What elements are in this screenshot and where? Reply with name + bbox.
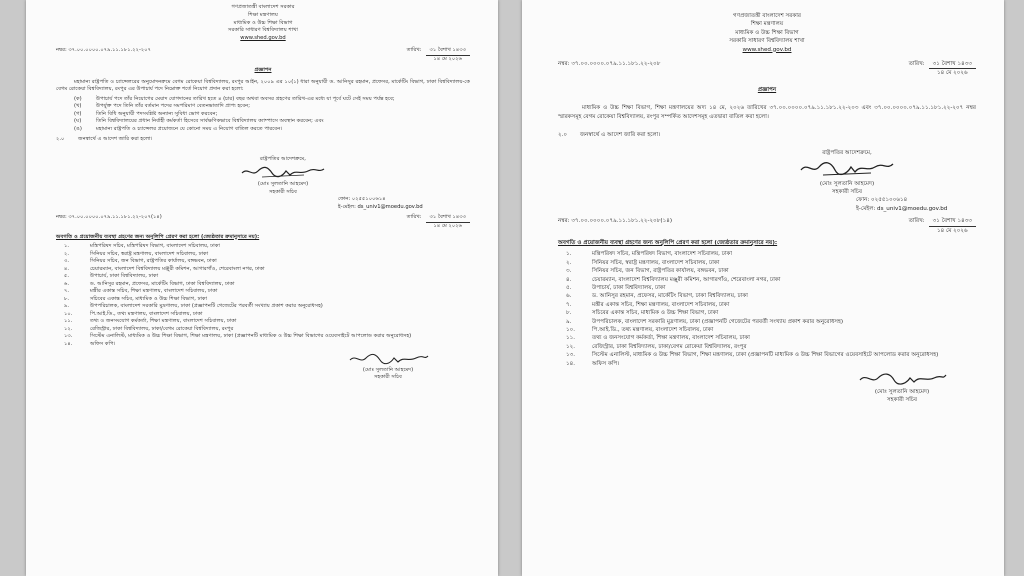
date-bangla: ৩১ বৈশাখ ১৪৩৩ [426,214,470,223]
date-bangla: ৩১ বৈশাখ ১৪৩৩ [426,47,470,56]
signer-title: সহকারী সচিব [269,188,297,195]
copy-memo-reference [56,214,470,230]
signer-title: সহকারী সচিব [374,374,402,381]
copy-item [64,341,470,349]
copy-signature-block [558,370,976,405]
by-order-text: রাষ্ট্রপতির আদেশক্রমে, [822,150,872,157]
copy-list [566,250,976,367]
copy-item-text: সিস্টেম এনালিস্ট, মাধ্যমিক ও উচ্চ শিক্ষা বিভাগ, শিক্ষা মন্ত্রণালয়, ঢাকা (প্রজ্ঞাপনটি মাধ্যমিক ও উচ্চ শিক্ষা বিভাগের ওয়েবসাইটে আপলোড করার অনুরোধসহ) [592,352,939,359]
notification-page-left [26,0,498,576]
copy-item [566,250,976,258]
date-block [407,47,470,63]
website-link[interactable]: www.shed.gov.bd [742,46,792,53]
copy-item-number: ১৩. [64,333,73,340]
copy-item-number: ৮. [566,310,572,317]
email-address[interactable]: ই-মেইল: ds_univ1@moedu.gov.bd [856,205,948,212]
copy-item-number: ১৪. [566,360,576,367]
copy-item [566,360,976,368]
header-line: সরকারি সাধারণ বিশ্ববিদ্যালয় শাখা [729,38,805,45]
notification-body: মাধ্যমিক ও উচ্চ শিক্ষা বিভাগ, শিক্ষা মন্ত্রণালয়ের অদ্য ১৪ মে, ২০২৬ তারিখের ৩৭.০০.০০০০.০৭৯.১১.১৮১.২২-২০৩ এবং ৩৭.০০.০০০০.০৭৯.১১.১৮১.২২-২০৭ নম্বর স্মারকসমূহ বেগম রোকেয়া বিশ্ববিদ্যালয়, রংপুর সম্পর্কিত আদেশসমূহ এতদ্বারা বাতিল করা হলো। [558,105,976,120]
copy-item [566,259,976,267]
condition-key: (খ) [74,103,82,110]
header-line: শিক্ষা মন্ত্রণালয় [750,21,784,28]
letterhead [558,12,976,54]
copy-item-text: চেয়ারম্যান, বাংলাদেশ বিশ্ববিদ্যালয় মঞ্জুরী কমিশন, আগারগাঁও, শেরেবাংলা নগর, ঢাকা [592,276,781,283]
copy-item-text: রেজিস্ট্রার, ঢাকা বিশ্ববিদ্যালয়, ঢাকা/বেগম রোকেয়া বিশ্ববিদ্যালয়, রংপুর [90,325,234,332]
condition-text: মহামান্য রাষ্ট্রপতি ও চ্যান্সেলর প্রয়োজনে যে কোনো সময় এ নিয়োগ বাতিল করতে পারবেন। [96,125,283,132]
copy-item [64,333,470,341]
contact-info [558,196,976,213]
signature-icon [346,351,430,367]
copy-item [64,318,470,326]
copy-item-text: পি.আই.ডি., তথ্য মন্ত্রণালয়, বাংলাদেশ সচিবালয়, ঢাকা [90,310,203,317]
copy-item [566,318,976,326]
copy-item-text: মন্ত্রীর একান্ত সচিব, শিক্ষা মন্ত্রণালয়, বাংলাদেশ সচিবালয়, ঢাকা [592,301,730,308]
copy-item-number: ১১. [566,335,576,342]
copy-item-text: রেজিস্ট্রার, ঢাকা বিশ্ববিদ্যালয়, ঢাকা/বেগম রোকেয়া বিশ্ববিদ্যালয়, রংপুর [592,343,747,350]
memo-reference [56,47,470,63]
conditions-list [74,96,470,134]
copy-item-number: ৭. [64,288,70,295]
notification-page-right [522,0,1004,576]
notification-body: মহামান্য রাষ্ট্রপতি ও চ্যান্সেলরের অনুমোদনক্রমে বেগম রোকেয়া বিশ্ববিদ্যালয়, রংপুর আইন, ২০০৯ এর ১০(১) ধারা অনুযায়ী ড. আনিসুর রহমান, প্রফেসর, মার্কেটিং বিভাগ, ঢাকা বিশ্ববিদ্যালয়-কে বেগম রোকেয়া বিশ্ববিদ্যালয়, রংপুর এর উপাচার্য পদে নিম্নোক্ত শর্তে নিয়োগ প্রদান করা হলো: [56,78,470,93]
email-address[interactable]: ই-মেইল: ds_univ1@moedu.gov.bd [338,203,423,210]
signer-name: (মোঃ সুলতানি আহমেদ) [819,180,875,187]
copy-item-text: সিনিয়র সচিব, স্বরাষ্ট্র মন্ত্রণালয়, বাংলাদেশ সচিবালয়, ঢাকা [90,250,209,257]
header-line: গণপ্রজাতন্ত্রী বাংলাদেশ সরকার [733,13,801,19]
copy-item-text: ড. আনিসুর রহমান, প্রফেসর, মার্কেটিং বিভাগ, ঢাকা বিশ্ববিদ্যালয়, ঢাকা [592,293,748,300]
copy-item-number: ৩. [566,268,572,275]
date-label: তারিখ: [406,46,422,53]
signer-title: সহকারী সচিব [831,189,863,196]
notification-title: প্রজ্ঞাপন [757,86,777,93]
condition-key: (গ) [74,110,82,117]
copy-item-text: মন্ত্রিপরিষদ সচিব, মন্ত্রিপরিষদ বিভাগ, বাংলাদেশ সচিবালয়, ঢাকা [90,243,220,250]
copy-item-number: ৩. [64,258,70,265]
condition-text: উপাচার্য পদে তাঁর নিয়োগের মেয়াদ যোগদানের তারিখ হতে ৪ (চার) বছর অথবা অবসর গ্রহণের তারিখ-এর মধ্যে যা পূর্বে ঘটে সেই সময় পর্যন্ত হবে; [96,95,395,102]
header-line: মাধ্যমিক ও উচ্চ শিক্ষা বিভাগ [233,19,293,26]
copy-item [566,301,976,309]
copy-item-number: ১২. [566,343,576,350]
copy-signature-block [56,351,470,382]
condition-item [74,103,470,111]
copy-item-number: ৫. [64,273,70,280]
copy-item-text: সিস্টেম এনালিস্ট, মাধ্যমিক ও উচ্চ শিক্ষা বিভাগ, শিক্ষা মন্ত্রণালয়, ঢাকা (প্রজ্ঞাপনটি মাধ্যমিক ও উচ্চ শিক্ষা বিভাগের ওয়েবসাইটে আপলোড করার অনুরোধসহ) [90,333,412,340]
signer-name: (মোঃ সুলতানি আহমেদ) [362,366,414,373]
copy-item-number: ৪. [64,265,70,272]
date-english: ১৪ মে ২০২৬ [936,227,968,234]
copy-item-number: ১৩. [566,352,576,359]
copy-item [566,284,976,292]
copy-item-text: অফিস কপি। [592,360,620,367]
copy-item-text: মন্ত্রীর একান্ত সচিব, শিক্ষা মন্ত্রণালয়, বাংলাদেশ সচিবালয়, ঢাকা [90,288,218,295]
copy-item-text: উপাচার্য, ঢাকা বিশ্ববিদ্যালয়, ঢাকা [592,284,666,291]
condition-key: (ক) [74,95,82,102]
copy-item-text: পি.আই.ডি., তথ্য মন্ত্রণালয়, বাংলাদেশ সচিবালয়, ঢাকা [592,326,714,333]
condition-text: উপর্যুক্ত পদে তিনি তাঁর বর্তমান পদের সমপরিমাণ বেতনভাতাদি প্রাপ্য হবেন; [96,103,251,110]
copy-item [566,326,976,334]
condition-item [74,126,470,134]
signature-icon [238,163,328,181]
copy-item-number: ১১. [64,318,73,325]
condition-text: তিনি বিধি অনুযায়ী পদসংশ্লিষ্ট অন্যান্য সুবিধা ভোগ করবেন; [96,110,218,117]
condition-text: তিনি বিশ্ববিদ্যালয়ের প্রধান নির্বাহী কর্মকর্তা হিসেবে সার্বক্ষণিকভাবে বিশ্ববিদ্যালয় ক্যাম্পাসে অবস্থান করবেন; এবং [96,118,324,125]
paragraph-two [56,136,470,144]
copy-item-number: ১. [566,251,572,258]
copy-item [566,309,976,317]
date-bangla: ৩১ বৈশাখ ১৪৩৩ [929,60,976,69]
copy-item-number: ৮. [64,295,70,302]
copy-item-text: সিনিয়র সচিব, স্বরাষ্ট্র মন্ত্রণালয়, বাংলাদেশ সচিবালয়, ঢাকা [592,259,720,266]
copy-item-number: ৯. [566,318,572,325]
copy-item-text: সচিবের একান্ত সচিব, মাধ্যমিক ও উচ্চ শিক্ষা বিভাগ, ঢাকা [592,310,719,317]
phone-number: ফোন: ০২৫৫১০০৬১৪ [856,197,908,204]
copy-item-text: চেয়ারম্যান, বাংলাদেশ বিশ্ববিদ্যালয় মঞ্জুরী কমিশন, আগারগাঁও, শেরেবাংলা নগর, ঢাকা [90,265,265,272]
copy-list-heading: অবগতি ও প্রয়োজনীয় ব্যবস্থা গ্রহণের জন্য অনুলিপি প্রেরণ করা হলো (জ্যেষ্ঠতার ক্রমানুসারে নয়): [558,240,778,247]
paragraph-text: জনস্বার্থে এ আদেশ জারি করা হলো। [78,136,153,143]
date-bangla: ৩১ বৈশাখ ১৪৩৩ [929,217,976,226]
copy-item-number: ১. [64,243,70,250]
condition-key: (ঙ) [74,125,82,132]
date-english: ১৪ মে ২০২৬ [433,223,463,230]
copy-item-number: ৬. [64,280,70,287]
copy-item [566,334,976,342]
signature-icon [856,370,948,388]
date-english: ১৪ মে ২০২৬ [433,55,463,62]
copy-item [64,288,470,296]
copy-item-number: ২. [64,250,70,257]
signer-name: (মোঃ সুলতানি আহমেদ) [257,181,309,188]
copy-item-text: ড. আনিসুর রহমান, প্রফেসর, মার্কেটিং বিভাগ, ঢাকা বিশ্ববিদ্যালয়, ঢাকা [90,280,235,287]
copy-item-text: তথ্য ও জনসংযোগ কর্মকর্তা, শিক্ষা মন্ত্রণালয়, বাংলাদেশ সচিবালয়, ঢাকা [90,318,237,325]
copy-item-number: ১৪. [64,340,73,347]
copy-item-number: ৯. [64,303,70,310]
header-line: শিক্ষা মন্ত্রণালয় [248,11,278,18]
signature-block [558,149,976,196]
signer-name: (মোঃ সুলতানি আহমেদ) [874,388,930,395]
condition-item [74,118,470,126]
memo-number: নম্বর: ৩৭.০০.০০০০.০৭৯.১১.১৮১.২২-২০৮ [558,60,661,67]
date-label: তারিখ: [908,60,925,67]
copy-item-text: তথ্য ও জনসংযোগ কর্মকর্তা, শিক্ষা মন্ত্রণালয়, বাংলাদেশ সচিবালয়, ঢাকা [592,335,750,342]
copy-item-number: ৪. [566,276,572,283]
header-line: সরকারি সাধারণ বিশ্ববিদ্যালয় শাখা [228,27,298,34]
signature-icon [797,158,897,180]
copy-item-text: সচিবের একান্ত সচিব, মাধ্যমিক ও উচ্চ শিক্ষা বিভাগ, ঢাকা [90,295,208,302]
by-order-text: রাষ্ট্রপতির আদেশক্রমে, [260,155,306,162]
date-english: ১৪ মে ২০২৬ [936,70,968,77]
copy-item-text: উপাচার্য, ঢাকা বিশ্ববিদ্যালয়, ঢাকা [90,273,159,280]
copy-item [566,351,976,359]
copy-item-text: সিনিয়র সচিব, জন বিভাগ, রাষ্ট্রপতির কার্যালয়, বঙ্গভবন, ঢাকা [592,268,729,275]
copy-item-number: ৫. [566,284,572,291]
header-line: মাধ্যমিক ও উচ্চ শিক্ষা বিভাগ [735,29,799,36]
phone-number: ফোন: ০২৫৫১০০৬১৪ [338,196,386,203]
header-line: গণপ্রজাতন্ত্রী বাংলাদেশ সরকার [231,4,295,10]
memo-reference [558,60,976,78]
memo-number: নম্বর: ৩৭.০০.০০০০.০৭৯.১১.১৮১.২২-২০৭ [56,46,151,53]
copy-item-number: ২. [566,259,572,266]
signature-block [56,156,470,197]
copy-item [64,303,470,311]
date-block [407,214,470,230]
date-label: তারিখ: [406,214,422,221]
copy-item-text: সিনিয়র সচিব, জন বিভাগ, রাষ্ট্রপতির কার্যালয়, বঙ্গভবন, ঢাকা [90,258,217,265]
paragraph-two [558,131,976,139]
copy-memo-reference [558,217,976,235]
copy-list-heading: অবগতি ও প্রয়োজনীয় ব্যবস্থা গ্রহণের জন্য অনুলিপি প্রেরণ করা হলো (জ্যেষ্ঠতার ক্রমানুসারে নয়): [56,233,260,240]
copy-item-text: অফিস কপি। [90,340,116,347]
date-block [909,217,976,235]
paragraph-number: ২.০ [56,136,65,143]
copy-item [64,243,470,251]
copy-item-number: ৭. [566,301,572,308]
letterhead [56,4,470,43]
copy-item-text: উপপরিচালক, বাংলাদেশ সরকারি মুদ্রণালয়, ঢাকা (প্রজ্ঞাপনটি গেজেটের পরবর্তী সংখ্যায় প্রকাশ করার অনুরোধসহ) [592,318,844,325]
copy-item [566,276,976,284]
memo-number-copy: নম্বর: ৩৭.০০.০০০০.০৭৯.১১.১৮১.২২-২০৭(১৪) [56,214,162,221]
copy-item [566,267,976,275]
copy-item-number: ১০. [566,326,576,333]
signer-title: সহকারী সচিব [886,397,918,404]
copy-item [566,343,976,351]
copy-item [64,258,470,266]
website-link[interactable]: www.shed.gov.bd [240,35,286,42]
contact-info [56,196,470,211]
date-label: তারিখ: [908,218,925,225]
notification-title: প্রজ্ঞাপন [254,67,272,74]
copy-item-number: ১২. [64,325,73,332]
paragraph-number: ২.০ [558,131,568,138]
copy-list [64,243,470,348]
condition-key: (ঘ) [74,118,82,125]
copy-item [64,273,470,281]
copy-item-text: উপপরিচালক, বাংলাদেশ সরকারি মুদ্রণালয়, ঢাকা (প্রজ্ঞাপনটি গেজেটের পরবর্তী সংখ্যায় প্রকাশ করার অনুরোধসহ) [90,303,323,310]
copy-item-text: মন্ত্রিপরিষদ সচিব, মন্ত্রিপরিষদ বিভাগ, বাংলাদেশ সচিবালয়, ঢাকা [592,251,733,258]
copy-item [64,251,470,259]
copy-item [566,292,976,300]
paragraph-text: জনস্বার্থে এ আদেশ জারি করা হলো। [580,131,661,138]
memo-number-copy: নম্বর: ৩৭.০০.০০০০.০৭৯.১১.১৮১.২২-২০৮(১৪) [558,218,673,225]
copy-item-number: ৬. [566,293,572,300]
copy-item-number: ১০. [64,310,73,317]
date-block [909,60,976,78]
